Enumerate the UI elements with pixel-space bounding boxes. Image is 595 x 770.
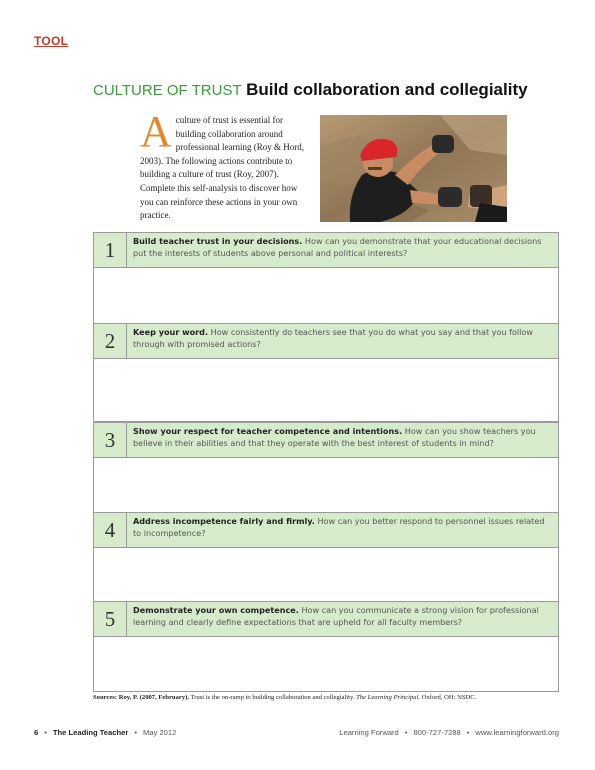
intro-paragraph [140, 107, 312, 223]
sources-citation [93, 694, 476, 701]
section-5-header [94, 602, 558, 637]
section-5-answer-area[interactable] [94, 637, 558, 691]
section-2-header [94, 324, 558, 359]
section-3-question [127, 423, 558, 457]
sources-place: Oxford, OH: NSDC. [421, 694, 477, 701]
section-5-prompt: How can you communicate a strong vision for professional learning and clearly define expectations that are upheld for all faculty members? [133, 605, 539, 627]
section-3-header [94, 423, 558, 458]
section-5-lead: Demonstrate your own competence. [133, 605, 299, 615]
intro-text: culture of trust is essential for building collaboration around professional learning (Roy & Hord, 2003). The following actions contribute to building a culture of trust (Roy, 2007). Complete this self-analysis to discover how you can reinforce these actions in your own practice. [140, 115, 305, 221]
section-3-lead: Show your respect for teacher competence and intentions. [133, 426, 403, 436]
sources-journal: The Learning Principal. [356, 694, 421, 701]
section-2 [93, 323, 559, 422]
section-3-number: 3 [94, 423, 127, 457]
section-3 [93, 422, 559, 513]
section-4-lead: Address incompetence fairly and firmly. [133, 516, 315, 526]
page-number: 6 [34, 728, 39, 737]
section-2-lead: Keep your word. [133, 327, 209, 337]
footer-left: 6 • The Leading Teacher • May 2012 [34, 728, 177, 737]
org-name: Learning Forward [339, 728, 399, 737]
section-2-number: 2 [94, 324, 127, 358]
publication-name: The Leading Teacher [52, 728, 129, 737]
sources-text: Trust is the on-ramp to building collaboration and collegiality. [190, 694, 355, 701]
climber-photo [320, 115, 507, 222]
section-1 [93, 232, 559, 326]
section-4-question [127, 513, 558, 547]
section-1-lead: Build teacher trust in your decisions. [133, 236, 303, 246]
section-3-answer-area[interactable] [94, 458, 558, 512]
phone-number: 800-727-7288 [413, 728, 461, 737]
title-main: Build collaboration and collegiality [246, 80, 528, 99]
issue-date: May 2012 [142, 728, 177, 737]
section-5 [93, 601, 559, 692]
dropcap: A [140, 107, 172, 156]
section-4-number: 4 [94, 513, 127, 547]
section-4-header [94, 513, 558, 548]
footer-right: Learning Forward • 800-727-7288 • www.learningforward.org [339, 728, 559, 737]
section-1-answer-area[interactable] [94, 268, 558, 325]
section-1-number: 1 [94, 233, 127, 267]
climber-photo-illustration [320, 115, 507, 222]
section-2-prompt: How consistently do teachers see that you do what you say and that you follow through with promised actions? [133, 327, 533, 349]
section-5-number: 5 [94, 602, 127, 636]
section-1-prompt: How can you demonstrate that your educational decisions put the interests of students above personal and political interests? [133, 236, 542, 258]
tool-label: TOOL [34, 34, 69, 48]
section-1-question [127, 233, 558, 267]
section-4-prompt: How can you better respond to personnel issues related to incompetence? [133, 516, 545, 538]
section-1-header [94, 233, 558, 268]
section-3-prompt: How can you show teachers you believe in their abilities and that they operate with the best interest of students in mind? [133, 426, 536, 448]
page-title [93, 80, 528, 100]
sources-lead: Sources: Roy, P. (2007, February). [93, 694, 189, 701]
section-2-answer-area[interactable] [94, 359, 558, 421]
section-2-question [127, 324, 558, 358]
website-link[interactable]: www.learningforward.org [475, 728, 559, 737]
title-kicker: CULTURE OF TRUST [93, 82, 242, 99]
section-5-question [127, 602, 558, 636]
section-4 [93, 512, 559, 603]
section-4-answer-area[interactable] [94, 548, 558, 602]
